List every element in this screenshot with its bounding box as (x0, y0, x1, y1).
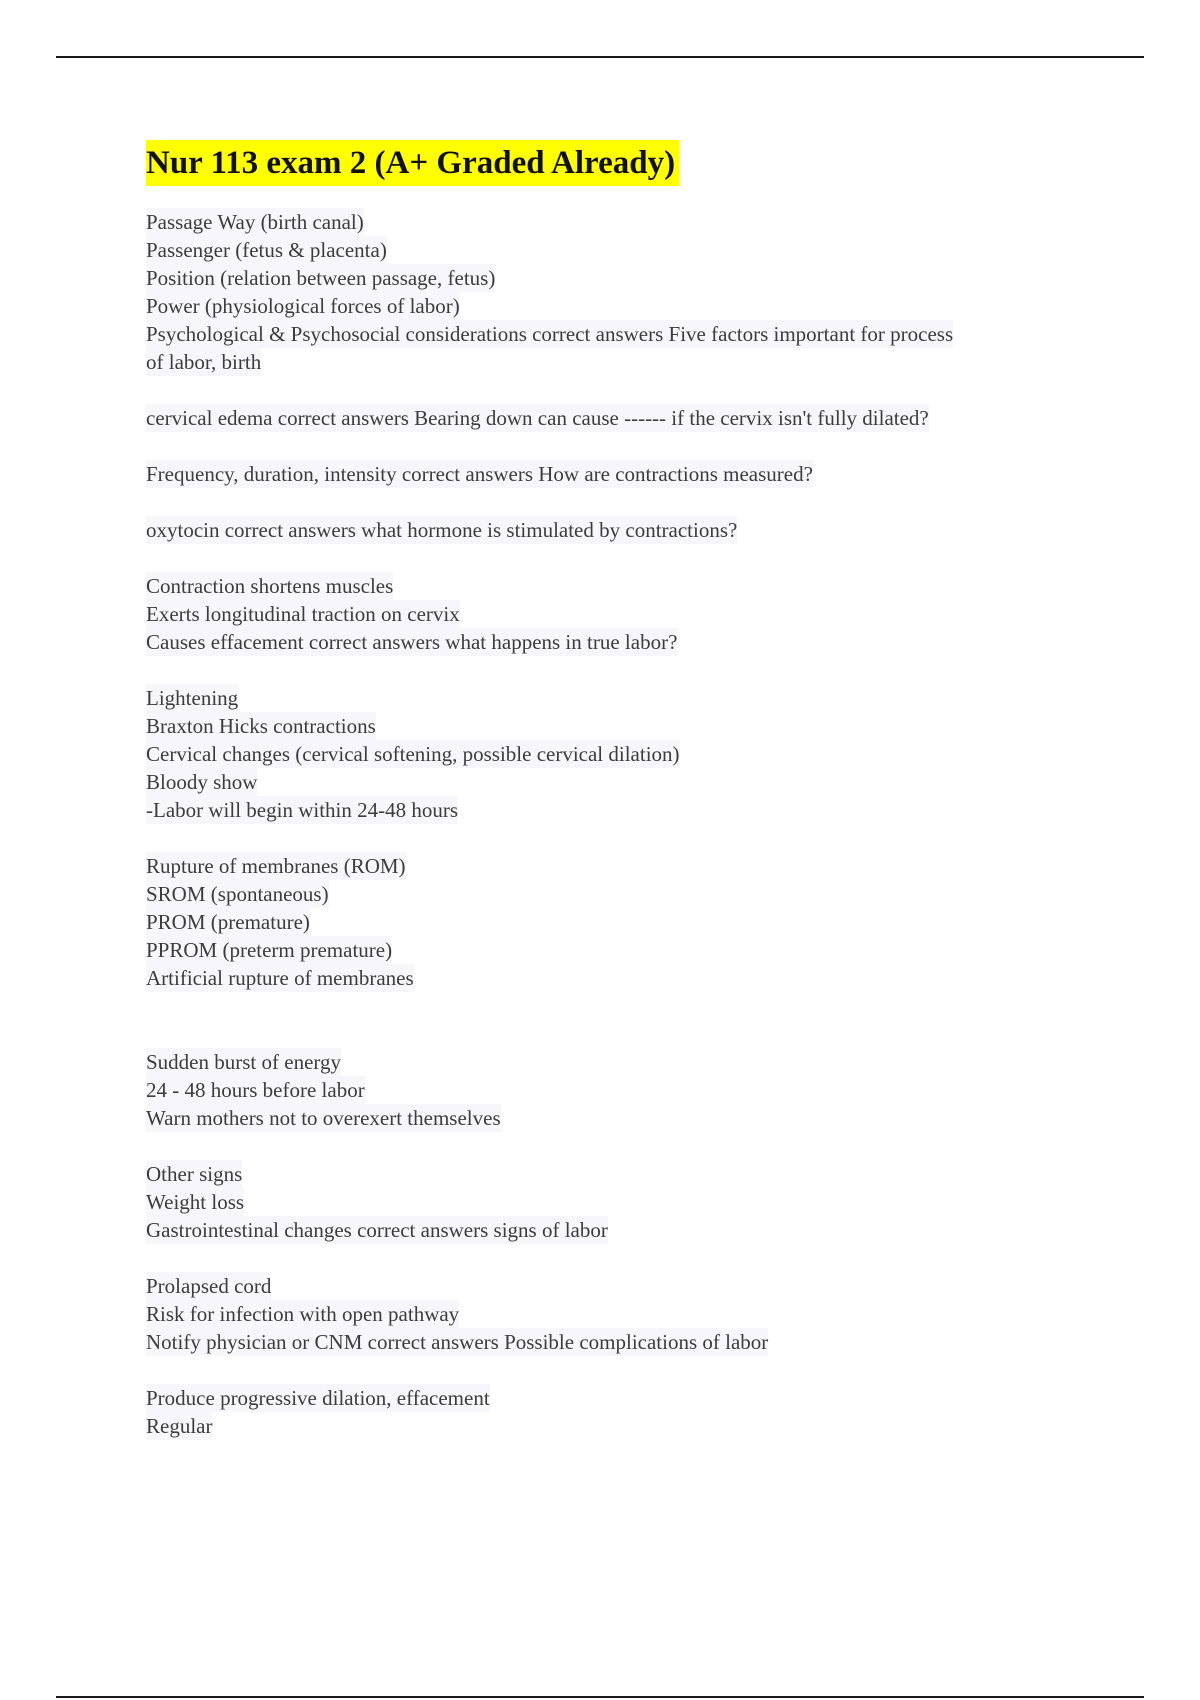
text-line: Produce progressive dilation, effacement (146, 1386, 490, 1410)
qa-block (146, 460, 1096, 488)
text-line: Lightening (146, 686, 239, 710)
document-page (146, 140, 1096, 1468)
text-line: Power (physiological forces of labor) (146, 294, 460, 318)
text-line: Frequency, duration, intensity correct answers How are contractions measured? (146, 462, 813, 486)
text-line: Artificial rupture of membranes (146, 966, 414, 990)
text-line: of labor, birth (146, 350, 262, 374)
text-line: Rupture of membranes (ROM) (146, 854, 406, 878)
text-line: Sudden burst of energy (146, 1050, 341, 1074)
document-title: Nur 113 exam 2 (A+ Graded Already) (146, 140, 679, 186)
qa-block (146, 208, 1096, 376)
text-line: PROM (premature) (146, 910, 310, 934)
text-line: Regular (146, 1414, 213, 1438)
bottom-rule (56, 1696, 1144, 1698)
text-line: Prolapsed cord (146, 1274, 272, 1298)
text-line: Weight loss (146, 1190, 245, 1214)
text-line: Passage Way (birth canal) (146, 210, 364, 234)
text-line: 24 - 48 hours before labor (146, 1078, 365, 1102)
qa-block (146, 1384, 1096, 1440)
text-line: Causes effacement correct answers what happens in true labor? (146, 630, 678, 654)
text-line: Gastrointestinal changes correct answers signs of labor (146, 1218, 608, 1242)
text-line: oxytocin correct answers what hormone is stimulated by contractions? (146, 518, 738, 542)
text-line: Other signs (146, 1162, 243, 1186)
qa-block (146, 516, 1096, 544)
text-line: Cervical changes (cervical softening, possible cervical dilation) (146, 742, 680, 766)
text-line: Risk for infection with open pathway (146, 1302, 460, 1326)
text-line: Exerts longitudinal traction on cervix (146, 602, 460, 626)
text-line: SROM (spontaneous) (146, 882, 329, 906)
qa-block (146, 1160, 1096, 1244)
top-rule (56, 56, 1144, 58)
qa-block (146, 852, 1096, 992)
text-line: Passenger (fetus & placenta) (146, 238, 387, 262)
text-line: Psychological & Psychosocial considerations correct answers Five factors important for process (146, 322, 954, 346)
qa-block (146, 572, 1096, 656)
text-line: Bloody show (146, 770, 258, 794)
text-line: cervical edema correct answers Bearing down can cause ------ if the cervix isn't fully dilated? (146, 406, 929, 430)
text-line: Position (relation between passage, fetus) (146, 266, 496, 290)
qa-block (146, 1048, 1096, 1132)
qa-block (146, 684, 1096, 824)
text-line: PPROM (preterm premature) (146, 938, 393, 962)
text-line: Notify physician or CNM correct answers Possible complications of labor (146, 1330, 769, 1354)
text-line: Warn mothers not to overexert themselves (146, 1106, 501, 1130)
text-line: Braxton Hicks contractions (146, 714, 376, 738)
qa-block (146, 1272, 1096, 1356)
qa-block (146, 404, 1096, 432)
text-line: Contraction shortens muscles (146, 574, 394, 598)
text-line: -Labor will begin within 24-48 hours (146, 798, 459, 822)
